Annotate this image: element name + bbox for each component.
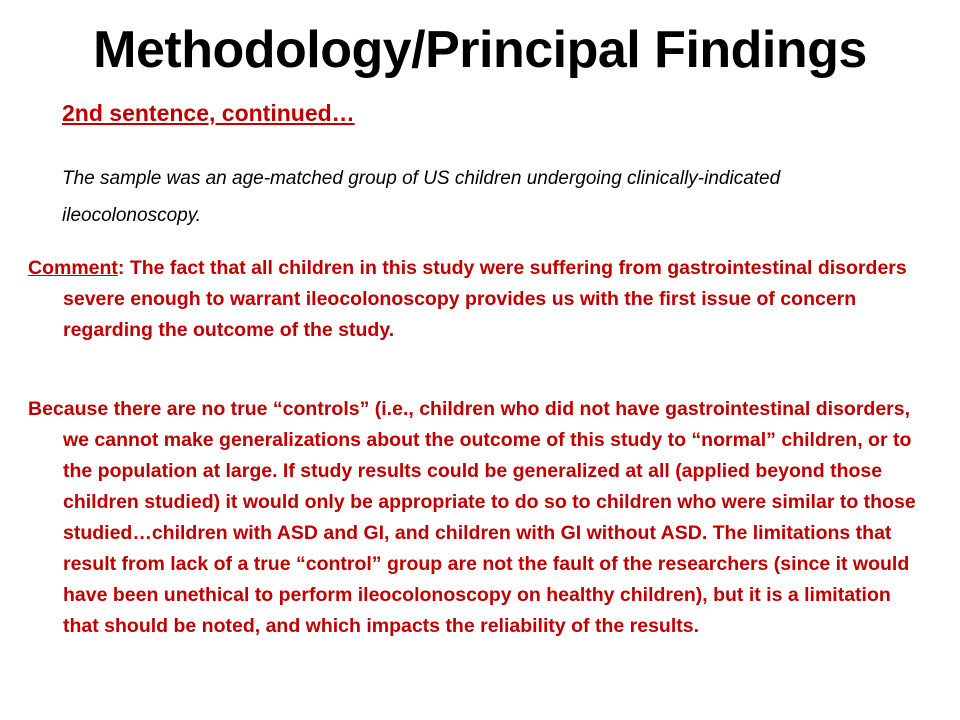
comment-paragraph [28, 253, 928, 346]
slide-title: Methodology/Principal Findings [93, 21, 867, 79]
comment-text: : The fact that all children in this study were suffering from gastrointestinal disorders severe enough to warrant ileocolonoscopy provides us with the first issue of concern regarding the outcome of the study. [63, 257, 907, 341]
comment-label: Comment [28, 257, 118, 279]
subheading: 2nd sentence, continued… [62, 100, 355, 126]
quoted-sentence: The sample was an age-matched group of US children undergoing clinically-indicated ileocolonoscopy. [62, 168, 781, 226]
controls-paragraph: Because there are no true “controls” (i.e., children who did not have gastrointestinal disorders, we cannot make generalizations about the outcome of this study to “normal” children, or to the population at large. If study results could be generalized at all (applied beyond those children studied) it would only be appropriate to do so to children who were similar to those studied…children with ASD and GI, and children with GI without ASD. The limitations that result from lack of a true “control” group are not the fault of the researchers (since it would have been unethical to perform ileocolonoscopy on healthy children), but it is a limitation that should be noted, and which impacts the reliability of the results. [28, 398, 916, 637]
